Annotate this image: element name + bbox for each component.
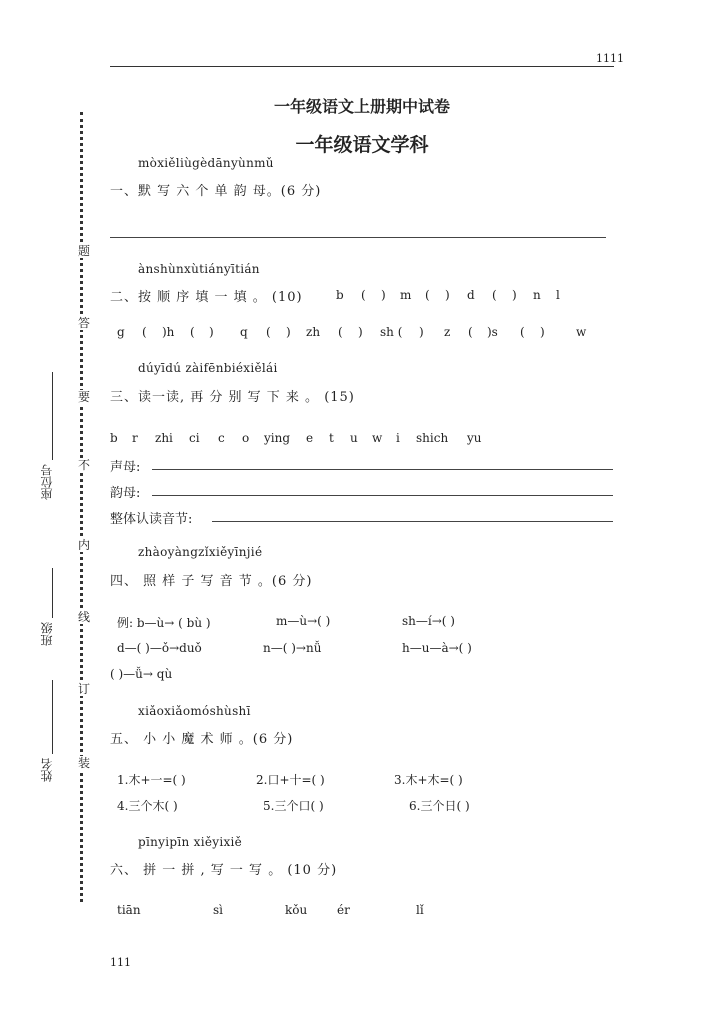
q4-item[interactable]: ( )—ǚ→ qù	[110, 667, 173, 681]
q3-letter: i	[396, 431, 400, 445]
q2-cell: (	[520, 325, 525, 339]
q2-cell: )s	[487, 325, 498, 339]
q6-word: lǐ	[416, 903, 424, 917]
q2-cell: m	[400, 288, 412, 302]
q3-letter: zhi	[155, 431, 173, 445]
class-label: 班级	[40, 622, 54, 646]
q1-answer-line[interactable]	[110, 237, 606, 238]
q2-cell: )h	[162, 325, 175, 339]
q2-cell: (	[266, 325, 271, 339]
q4-item[interactable]: n—( )→nǚ	[263, 641, 322, 655]
q2-row2	[0, 325, 724, 341]
q5-text: 五、 小 小 魔 术 师 。(6 分)	[110, 732, 294, 747]
q1-pinyin: mòxiěliùgèdānyùnmǔ	[138, 156, 274, 170]
q2-cell: d	[467, 288, 475, 302]
q4-example: 例: b—ù→ ( bù )	[117, 616, 211, 630]
q3-initials-line[interactable]	[152, 469, 613, 470]
q3-letter: r	[132, 431, 138, 445]
q6-words	[0, 903, 724, 919]
q3-letter: e	[306, 431, 314, 445]
q2-cell: )	[358, 325, 363, 339]
header-page-number: 1111	[596, 52, 624, 65]
q5-item[interactable]: 4.三个木( )	[117, 799, 178, 813]
q4-item[interactable]: h—u—à→( )	[402, 641, 472, 655]
q3-whole-syllable-label: 整体认读音节:	[110, 512, 193, 527]
q3-letter: ci	[189, 431, 200, 445]
q2-pinyin: ànshùnxùtiányītián	[138, 262, 260, 276]
q3-letter: c	[218, 431, 225, 445]
exam-title: 一年级语文上册期中试卷	[273, 97, 450, 116]
q3-letter: yu	[467, 431, 482, 445]
q2-cell: (	[142, 325, 147, 339]
class-underline	[52, 568, 53, 618]
q2-cell: )	[512, 288, 517, 302]
q3-letter: shich	[416, 431, 449, 445]
q4-pinyin: zhàoyàngzǐxiěyīnjié	[138, 545, 263, 559]
q2-cell: n	[533, 288, 541, 302]
q5-item[interactable]: 6.三个日( )	[409, 799, 470, 813]
q5-pinyin: xiǎoxiǎomóshùshī	[138, 704, 251, 718]
q2-cell: z	[444, 325, 451, 339]
name-underline	[52, 680, 53, 754]
q3-letter: b	[110, 431, 118, 445]
q2-text: 二、按 顺 序 填 一 填 。 (10)	[110, 290, 303, 305]
q3-letter: ying	[264, 431, 291, 445]
q4-item[interactable]: m—ù→( )	[276, 614, 331, 628]
q4-item[interactable]: d—( )—ǒ→duǒ	[117, 641, 202, 655]
q5-item[interactable]: 2.口+十=( )	[256, 773, 325, 787]
q6-pinyin: pīnyipīn xiěyixiě	[138, 835, 243, 849]
q6-word: sì	[213, 903, 223, 917]
q2-cell: (	[425, 288, 430, 302]
q2-cell: )	[286, 325, 291, 339]
q2-cell: q	[240, 325, 248, 339]
binding-char: 订	[77, 682, 90, 696]
q2-row1	[0, 288, 724, 304]
q2-cell: (	[361, 288, 366, 302]
q2-cell: (	[190, 325, 195, 339]
seat-number-label: 座位号	[40, 464, 54, 500]
q2-cell: b	[336, 288, 344, 302]
q3-finals-line[interactable]	[152, 495, 613, 496]
q3-letter: u	[350, 431, 358, 445]
header-rule	[110, 66, 614, 67]
q3-pinyin: dúyīdú zàifēnbiéxiělái	[138, 361, 278, 375]
binding-char: 内	[77, 538, 90, 552]
binding-char: 题	[77, 244, 90, 258]
q6-text: 六、 拼 一 拼 , 写 一 写 。 (10 分)	[110, 863, 338, 878]
binding-char: 装	[77, 756, 90, 770]
q2-cell: (	[492, 288, 497, 302]
q3-letter: o	[242, 431, 250, 445]
q5-item[interactable]: 1.木+一=( )	[117, 773, 186, 787]
exam-subtitle: 一年级语文学科	[295, 134, 429, 156]
class-field	[40, 568, 56, 652]
q1-text: 一、默 写 六 个 单 韵 母。(6 分)	[110, 184, 322, 199]
q2-cell: (	[338, 325, 343, 339]
binding-char: 要	[77, 390, 90, 404]
footer-page-number: 111	[110, 956, 131, 969]
name-label: 姓名	[40, 758, 54, 782]
q5-item[interactable]: 3.木+木=( )	[394, 773, 463, 787]
q2-cell: )	[209, 325, 214, 339]
q4-item[interactable]: sh—í→( )	[402, 614, 455, 628]
q6-word: kǒu	[285, 903, 308, 917]
q3-letters	[0, 431, 724, 447]
q3-text: 三、读一读, 再 分 别 写 下 来 。 (15)	[110, 390, 355, 405]
q3-letter: t	[329, 431, 334, 445]
q2-cell: )	[381, 288, 386, 302]
binding-char: 答	[77, 316, 90, 330]
q2-cell: sh (	[380, 325, 403, 339]
binding-dotted-line	[80, 112, 83, 902]
q2-cell: l	[556, 288, 560, 302]
q2-cell: )	[540, 325, 545, 339]
q2-cell: zh	[306, 325, 321, 339]
q2-cell: w	[576, 325, 587, 339]
q3-whole-syllable-line[interactable]	[212, 521, 613, 522]
q3-finals-label: 韵母:	[110, 486, 141, 501]
q2-cell: )	[445, 288, 450, 302]
binding-char: 不	[77, 458, 90, 472]
q3-initials-label: 声母:	[110, 460, 141, 475]
q2-cell: g	[117, 325, 125, 339]
binding-char: 线	[77, 610, 90, 624]
q3-letter: w	[372, 431, 383, 445]
q6-word: ér	[337, 903, 350, 917]
q4-text: 四、 照 样 子 写 音 节 。(6 分)	[110, 574, 313, 589]
q6-word: tiān	[117, 903, 141, 917]
q5-item[interactable]: 5.三个口( )	[263, 799, 324, 813]
q2-cell: )	[419, 325, 424, 339]
q2-cell: (	[468, 325, 473, 339]
name-field	[40, 680, 56, 790]
